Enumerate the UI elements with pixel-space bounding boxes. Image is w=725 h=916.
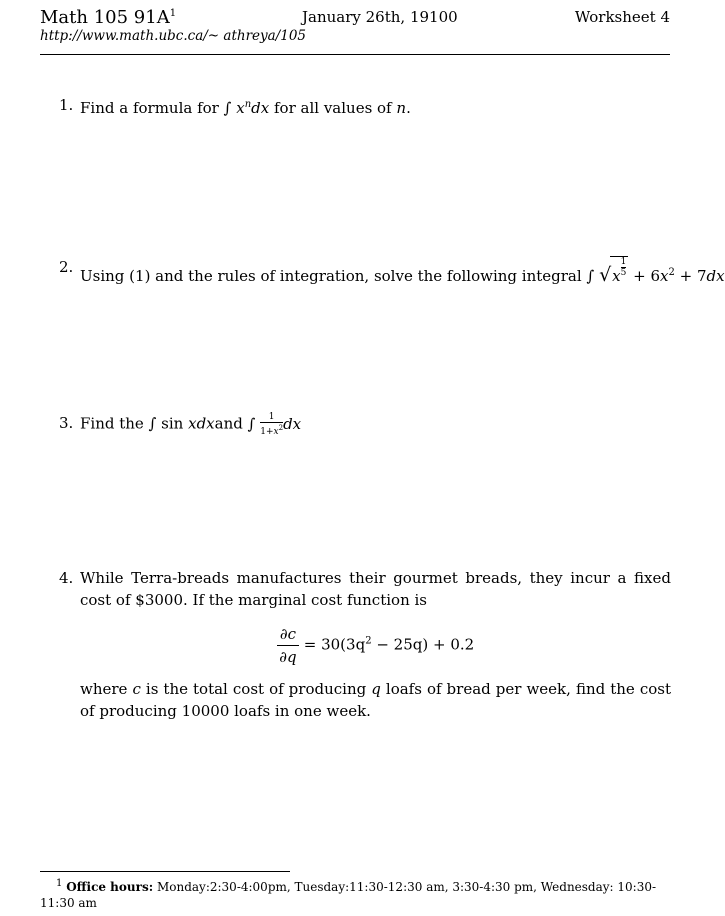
question-text (80, 412, 671, 437)
arctan-integral: ∫ $\frac{1}{1+x^2}$ dx (247, 412, 302, 437)
question-text (80, 567, 671, 722)
integral-expression: ∫ $x^ndx$ (223, 99, 270, 117)
question-4 (59, 567, 671, 722)
question-number: 3. (59, 414, 74, 432)
variable-c: c (132, 680, 141, 698)
text: and (214, 414, 248, 433)
footnote-rule (40, 871, 290, 872)
text: loafs of bread per week, find the cost of producing 10000 loafs in one week. (80, 680, 671, 720)
sine-integral: ∫ sin xdx (148, 414, 215, 433)
course-url: http://www.math.ubc.ca/~ athreya/105 (40, 28, 306, 44)
integral-expression: ∫ √x $\frac{1}{5}$ + $6x^2 + 7dx$ (586, 257, 725, 286)
problem-statement: While Terra-breads manufactures their gourmet breads, they incur a fixed cost of $3000. If the marginal cost function is (80, 569, 671, 609)
course-name: Math 105 91A (40, 7, 170, 28)
question-number: 1. (59, 96, 74, 114)
worksheet-number: Worksheet 4 (574, 8, 670, 26)
variable-n: n (396, 99, 407, 117)
footnote (40, 876, 670, 911)
question-number: 2. (59, 258, 74, 276)
text: is the total cost of producing (140, 680, 372, 698)
footnote-mark: 1 (56, 878, 63, 889)
text: Using (1) and the rules of integration, solve the following integral (80, 267, 587, 285)
question-3 (59, 412, 671, 437)
question-text (80, 94, 671, 119)
marginal-cost-equation: $\frac{\partial c}{\partial q}$ = $30(3q^2 - 25q) + 0.2$ (80, 623, 671, 668)
variable-q: q (371, 680, 381, 698)
question-number: 4. (59, 569, 74, 587)
course-title (40, 7, 176, 28)
footnote-mark: 1 (169, 8, 177, 19)
problem-question (80, 678, 671, 722)
equation-rhs: = 30(3q (298, 635, 366, 654)
equation-rhs-tail: − 25q) + 0.2 (371, 635, 475, 654)
text: for all values of (269, 99, 397, 117)
header-rule (40, 54, 670, 55)
text: where (80, 680, 133, 698)
office-hours-text: Monday:2:30-4:00pm, Tuesday:11:30-12:30 am, 3:30-4:30 pm, Wednesday: 10:30-11:30 am (40, 880, 657, 910)
question-text (80, 256, 725, 287)
text: . (406, 99, 411, 117)
question-2 (59, 256, 725, 287)
office-hours-label: Office hours: (66, 880, 154, 894)
text: Find a formula for (80, 99, 224, 117)
text: Find the (80, 414, 149, 433)
question-1 (59, 94, 671, 119)
worksheet-date: January 26th, 19100 (302, 8, 458, 26)
